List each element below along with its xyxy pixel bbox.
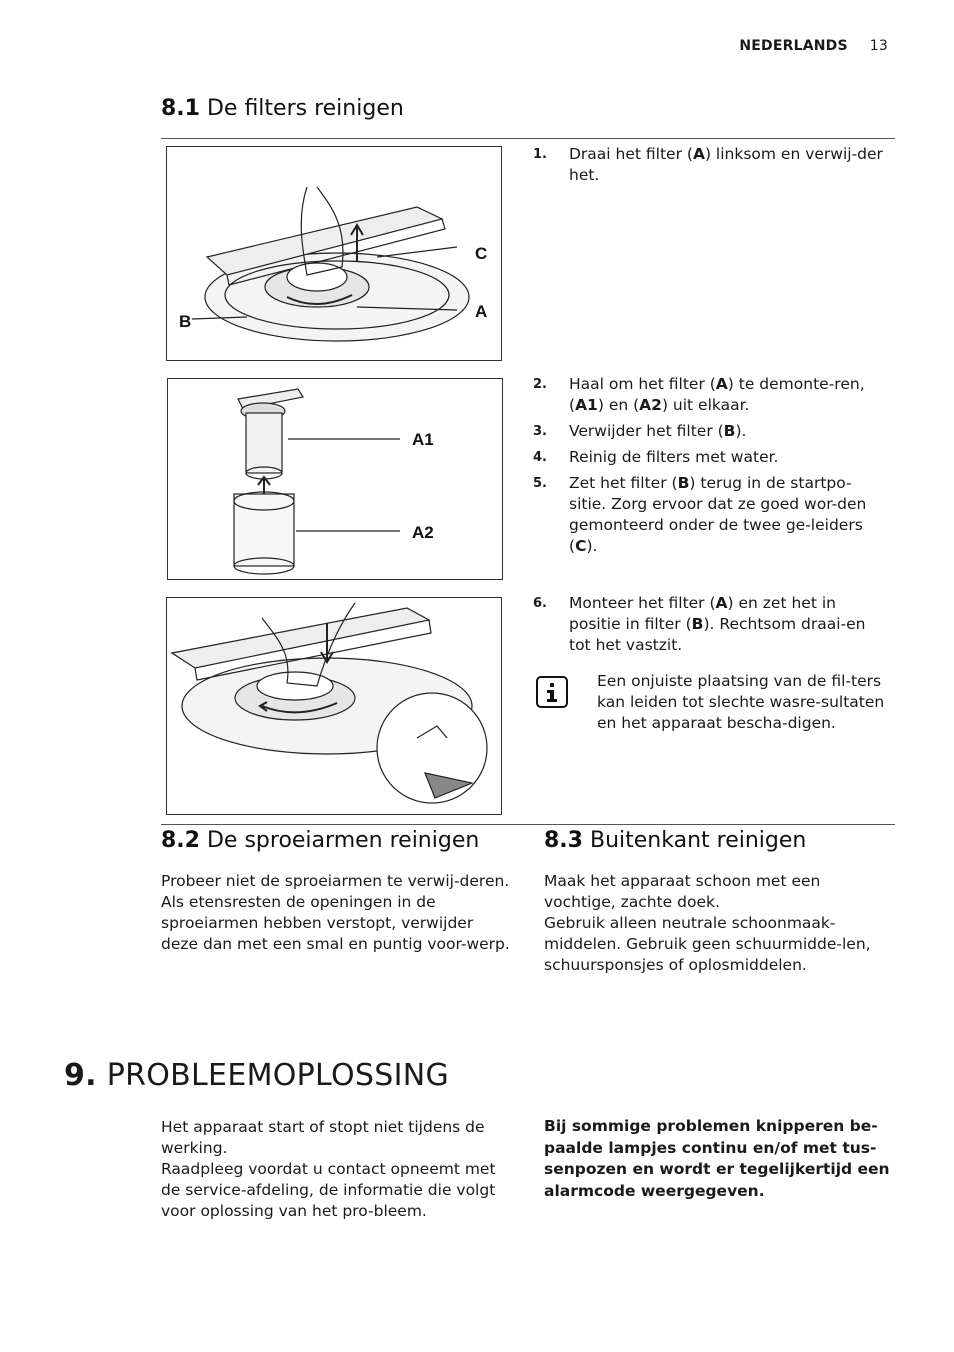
chapter-number: 9. — [64, 1058, 97, 1093]
paragraph: Maak het apparaat schoon met een vochtige, zachte doek. — [544, 872, 821, 911]
step-ref: B — [677, 474, 690, 492]
step-ref: A — [715, 375, 728, 393]
section-8-2-body — [161, 871, 511, 955]
paragraph: Probeer niet de sproeiarmen te verwij-deren. — [161, 872, 510, 890]
chapter-title: PROBLEEMOPLOSSING — [106, 1058, 450, 1093]
step-4 — [533, 447, 883, 468]
chapter-9-body-left — [161, 1117, 506, 1222]
section-8-3-heading — [544, 828, 806, 853]
paragraph: Gebruik alleen neutrale schoonmaak-middelen. Gebruik geen schuurmidde-len, schuursponsjes of oplosmiddelen. — [544, 914, 871, 974]
label-a2: A2 — [412, 523, 434, 542]
step-text: ) en zet het in positie in filter ( — [569, 594, 836, 633]
step-ref: C — [575, 537, 587, 555]
paragraph: Raadpleeg voordat u contact opneemt met de service-afdeling, de informatie die volgt voor oplossing van het pro-bleem. — [161, 1160, 496, 1220]
section-title: De filters reinigen — [206, 96, 404, 121]
section-title: De sproeiarmen reinigen — [206, 828, 480, 853]
step-text: Reinig de filters met water. — [569, 448, 779, 466]
chapter-9-body-right: Bij sommige problemen knipperen be-paalde lampjes continu en/of met tus-senpozen en wordt er tegelijkertijd een alarmcode weergegeven. — [544, 1117, 890, 1200]
step-5 — [533, 473, 883, 557]
label-a1: A1 — [412, 430, 434, 449]
step-text: Verwijder het filter ( — [569, 422, 724, 440]
steps-block-3 — [533, 593, 883, 661]
step-ref: A — [692, 145, 705, 163]
label-a: A — [475, 302, 488, 321]
paragraph: Het apparaat start of stopt niet tijdens de werking. — [161, 1118, 485, 1157]
page-number: 13 — [869, 38, 888, 54]
section-8-2-heading — [161, 828, 479, 853]
info-note-text: Een onjuiste plaatsing van de fil-ters kan leiden tot slechte wasre-sultaten en het apparaat bescha-digen. — [597, 672, 885, 732]
label-c: C — [475, 244, 488, 263]
step-number: 1. — [533, 147, 547, 162]
step-ref: B — [723, 422, 736, 440]
step-text: ) en ( — [597, 396, 640, 414]
section-8-3-body — [544, 871, 889, 976]
step-text: ) te demonte-ren, ( — [569, 375, 865, 414]
step-ref: A1 — [575, 396, 598, 414]
chapter-9-heading — [64, 1058, 449, 1093]
steps-block-2 — [533, 374, 883, 562]
info-glyph — [538, 678, 566, 706]
step-6 — [533, 593, 883, 656]
header-language: NEDERLANDS — [739, 38, 848, 54]
step-text: ) linksom en verwij-der het. — [569, 145, 883, 184]
section-divider — [161, 824, 895, 825]
figure-filter-removal — [166, 146, 502, 361]
info-icon — [536, 676, 568, 708]
step-2 — [533, 374, 883, 416]
figure-filter-disassembly — [167, 378, 503, 580]
label-b: B — [179, 312, 192, 331]
section-number: 8.3 — [544, 828, 583, 853]
step-text: ). — [735, 422, 747, 440]
step-text: Zet het filter ( — [569, 474, 678, 492]
section-title: Buitenkant reinigen — [589, 828, 807, 853]
step-number: 6. — [533, 596, 547, 611]
step-text: Monteer het filter ( — [569, 594, 716, 612]
step-text: Haal om het filter ( — [569, 375, 716, 393]
step-text: ). — [586, 537, 598, 555]
step-number: 2. — [533, 377, 547, 392]
step-number: 4. — [533, 450, 547, 465]
page-header — [739, 38, 888, 54]
filter-mounting-illustration — [167, 598, 501, 814]
paragraph: Als etensresten de openingen in de sproeiarmen hebben verstopt, verwijder deze dan met een smal en puntig voor-werp. — [161, 893, 510, 953]
section-number: 8.1 — [161, 96, 200, 121]
step-number: 5. — [533, 476, 547, 491]
step-text: ) terug in de startpo-sitie. Zorg ervoor dat ze goed wor-den gemonteerd onder de twee ge-leiders ( — [569, 474, 867, 555]
step-number: 3. — [533, 424, 547, 439]
step-text: ). Rechtsom draai-en tot het vastzit. — [569, 615, 866, 654]
section-8-1-heading — [161, 96, 404, 121]
section-number: 8.2 — [161, 828, 200, 853]
section-divider — [161, 138, 895, 139]
step-text: Draai het filter ( — [569, 145, 693, 163]
step-ref: A2 — [639, 396, 662, 414]
step-ref: A — [715, 594, 728, 612]
step-1 — [533, 144, 883, 186]
steps-block-1 — [533, 144, 883, 191]
step-text: ) uit elkaar. — [661, 396, 750, 414]
filter-disassembly-illustration — [168, 379, 502, 579]
step-ref: B — [691, 615, 704, 633]
figure-filter-mounting — [166, 597, 502, 815]
step-3 — [533, 421, 883, 442]
filter-removal-illustration — [167, 147, 501, 360]
